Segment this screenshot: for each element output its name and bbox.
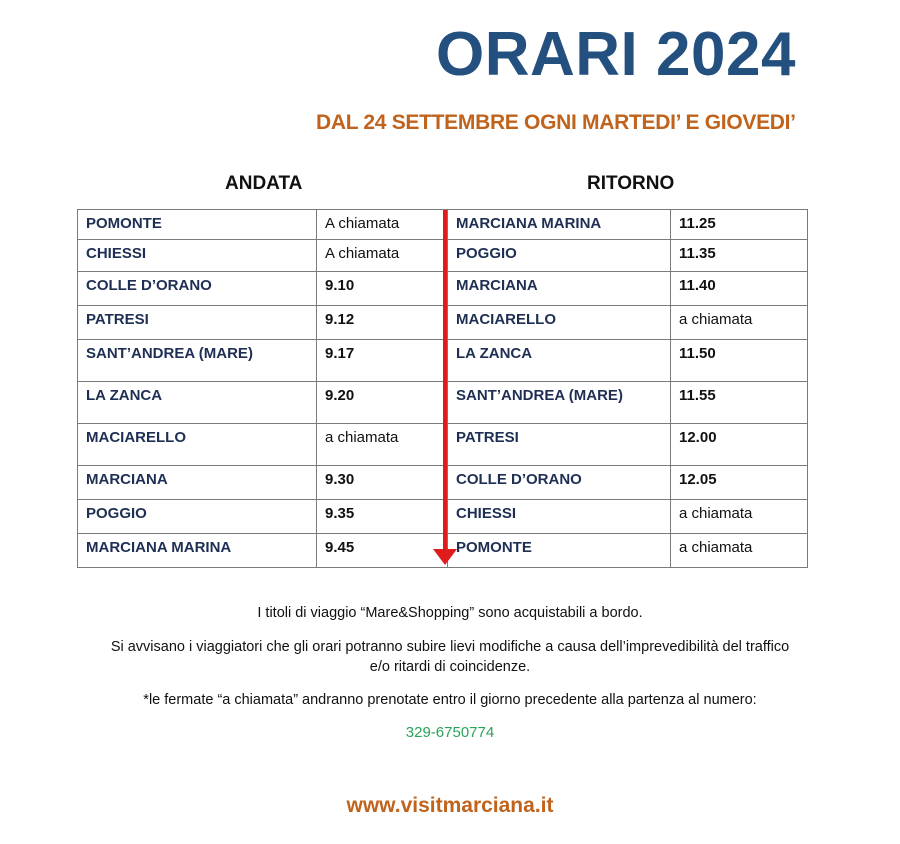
ritorno-stop: MACIARELLO	[448, 306, 671, 340]
on-request-note: *le fermate “a chiamata” andranno prenotate entro il giorno precedente alla partenza al numero:	[143, 692, 757, 708]
andata-time: 9.35	[317, 500, 448, 534]
ritorno-time: a chiamata	[671, 306, 808, 340]
ritorno-stop: COLLE D’ORANO	[448, 466, 671, 500]
ritorno-stop: SANT’ANDREA (MARE)	[448, 382, 671, 424]
andata-stop: LA ZANCA	[78, 382, 317, 424]
warning-note-line2: e/o ritardi di coincidenze.	[369, 659, 531, 675]
ritorno-time: 11.40	[671, 272, 808, 306]
ritorno-time: 12.05	[671, 466, 808, 500]
andata-stop: POGGIO	[78, 500, 317, 534]
andata-stop: SANT’ANDREA (MARE)	[78, 340, 317, 382]
andata-stop: COLLE D’ORANO	[78, 272, 317, 306]
website-link[interactable]: www.visitmarciana.it	[346, 794, 554, 817]
andata-time: 9.12	[317, 306, 448, 340]
andata-stop: CHIESSI	[78, 240, 317, 272]
andata-time: 9.30	[317, 466, 448, 500]
arrow-head-icon	[433, 549, 457, 565]
ritorno-stop: LA ZANCA	[448, 340, 671, 382]
andata-time: A chiamata	[317, 210, 448, 240]
ritorno-stop: CHIESSI	[448, 500, 671, 534]
andata-time: 9.10	[317, 272, 448, 306]
ritorno-time: 11.55	[671, 382, 808, 424]
page-title: ORARI 2024	[436, 20, 796, 89]
ritorno-heading: RITORNO	[587, 173, 675, 194]
ritorno-time: 11.35	[671, 240, 808, 272]
ritorno-time: 11.50	[671, 340, 808, 382]
andata-time: 9.45	[317, 534, 448, 568]
andata-stop: MACIARELLO	[78, 424, 317, 466]
ritorno-stop: PATRESI	[448, 424, 671, 466]
andata-stop: POMONTE	[78, 210, 317, 240]
andata-heading: ANDATA	[225, 173, 303, 194]
ritorno-time: 11.25	[671, 210, 808, 240]
schedule-subtitle: DAL 24 SETTEMBRE OGNI MARTEDI’ E GIOVEDI’	[316, 111, 796, 134]
ritorno-stop: POGGIO	[448, 240, 671, 272]
andata-stop: MARCIANA	[78, 466, 317, 500]
ritorno-time: a chiamata	[671, 500, 808, 534]
andata-time: 9.17	[317, 340, 448, 382]
andata-time: A chiamata	[317, 240, 448, 272]
andata-stop: PATRESI	[78, 306, 317, 340]
andata-stop: MARCIANA MARINA	[78, 534, 317, 568]
ritorno-stop: POMONTE	[448, 534, 671, 568]
tickets-note: I titoli di viaggio “Mare&Shopping” sono acquistabili a bordo.	[257, 605, 643, 621]
ritorno-stop: MARCIANA MARINA	[448, 210, 671, 240]
andata-time: a chiamata	[317, 424, 448, 466]
phone-number[interactable]: 329-6750774	[405, 724, 495, 741]
direction-arrow-icon	[443, 210, 447, 555]
ritorno-time: 12.00	[671, 424, 808, 466]
ritorno-time: a chiamata	[671, 534, 808, 568]
andata-time: 9.20	[317, 382, 448, 424]
ritorno-stop: MARCIANA	[448, 272, 671, 306]
warning-note-line1: Si avvisano i viaggiatori che gli orari potranno subire lievi modifiche a causa dell’imprevedibilità del traffico	[110, 639, 790, 655]
